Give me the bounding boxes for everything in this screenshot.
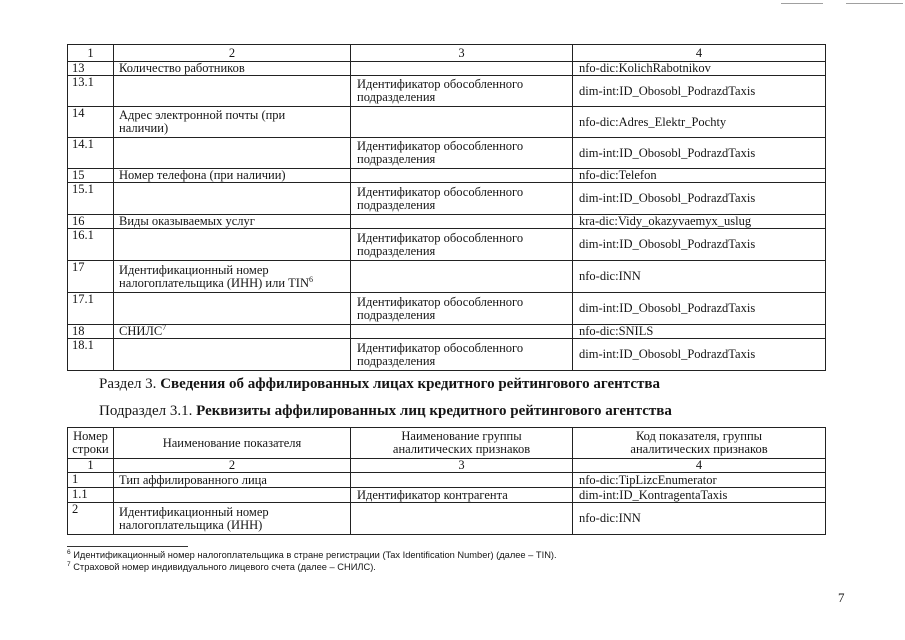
table-row (68, 261, 826, 293)
analytic-group-name: Идентификатор контрагента (351, 488, 573, 503)
analytic-group-cell (351, 503, 573, 535)
table-row (68, 76, 826, 107)
column-number-row (68, 45, 826, 62)
row-number: 13 (68, 62, 114, 76)
indicator-name: Идентификационный номер налогоплательщика (ИНН) (119, 504, 269, 532)
analytic-group-name: Идентификатор обособленного подразделения (351, 229, 573, 261)
indicator-name-cell (114, 473, 351, 488)
table-row (68, 215, 826, 229)
analytic-group-cell (351, 261, 573, 293)
table-row (68, 183, 826, 215)
indicator-name: Тип аффилированного лица (119, 472, 267, 487)
indicator-code: dim-int:ID_Obosobl_PodrazdTaxis (573, 339, 826, 371)
page-number: 7 (838, 590, 845, 605)
header-indicator-code: Код показателя, группы аналитических признаков (573, 428, 826, 459)
indicator-name: Идентификационный номер налогоплательщика (ИНН) или TIN (119, 262, 309, 290)
analytic-group-cell (351, 169, 573, 183)
subsection-heading (99, 403, 672, 419)
indicator-code: nfo-dic:Adres_Elektr_Pochty (573, 107, 826, 138)
column-number: 3 (351, 45, 573, 62)
footnote-text: Идентификационный номер налогоплательщика в стране регистрации (Tax Identification Number) (далее – TIN). (73, 550, 557, 560)
indicator-code: dim-int:ID_Obosobl_PodrazdTaxis (573, 138, 826, 169)
table-row (68, 473, 826, 488)
indicator-name-cell (114, 503, 351, 535)
analytic-group-cell (351, 107, 573, 138)
header-indicator-name: Наименование показателя (114, 428, 351, 459)
indicator-name-cell (114, 293, 351, 325)
column-number-row (68, 459, 826, 473)
row-number: 17.1 (68, 293, 114, 325)
table-row (68, 169, 826, 183)
table-row (68, 138, 826, 169)
footnote-mark: 7 (67, 560, 71, 568)
footnote (67, 562, 376, 573)
indicator-name-cell (114, 169, 351, 183)
indicators-table-continued (67, 44, 826, 371)
indicator-name-cell (114, 138, 351, 169)
table-row (68, 488, 826, 503)
table-row (68, 325, 826, 339)
column-number: 4 (573, 45, 826, 62)
table-row (68, 229, 826, 261)
column-number: 2 (114, 45, 351, 62)
indicator-name: Адрес электронной почты (при наличии) (119, 108, 286, 135)
row-number: 15.1 (68, 183, 114, 215)
table-row (68, 293, 826, 325)
indicator-name-cell (114, 322, 351, 339)
row-number: 14.1 (68, 138, 114, 169)
table-row (68, 107, 826, 138)
header-row-number: Номер строки (68, 428, 114, 459)
section-label: Раздел 3. (99, 376, 157, 392)
row-number: 18 (68, 325, 114, 339)
analytic-group-name: Идентификатор обособленного подразделения (351, 183, 573, 215)
table-body (68, 428, 826, 535)
indicator-code: nfo-dic:SNILS (573, 325, 826, 339)
indicator-code: dim-int:ID_Obosobl_PodrazdTaxis (573, 76, 826, 107)
indicator-name-cell (114, 62, 351, 76)
indicator-name-cell (114, 339, 351, 371)
indicator-name-cell (114, 76, 351, 107)
indicator-name-cell (114, 107, 351, 138)
indicator-code: dim-int:ID_Obosobl_PodrazdTaxis (573, 229, 826, 261)
footnote-ref: 7 (162, 322, 167, 332)
indicator-name-cell (114, 229, 351, 261)
analytic-group-name: Идентификатор обособленного подразделения (351, 138, 573, 169)
table-row (68, 339, 826, 371)
row-number: 16.1 (68, 229, 114, 261)
analytic-group-name: Идентификатор обособленного подразделения (351, 339, 573, 371)
indicator-code: nfo-dic:Telefon (573, 169, 826, 183)
analytic-group-cell (351, 473, 573, 488)
row-number: 17 (68, 261, 114, 293)
table-row (68, 62, 826, 76)
analytic-group-cell (351, 215, 573, 229)
indicator-name: Количество работников (119, 61, 245, 75)
section-title: Сведения об аффилированных лицах кредитного рейтингового агентства (160, 376, 660, 392)
footnote-mark: 6 (67, 548, 71, 556)
indicator-name-cell (114, 215, 351, 229)
indicator-code: nfo-dic:TipLizcEnumerator (573, 473, 826, 488)
column-number: 4 (573, 459, 826, 473)
indicator-code: kra-dic:Vidy_okazyvaemyx_uslug (573, 215, 826, 229)
affiliates-table (67, 427, 826, 535)
indicator-code: nfo-dic:INN (573, 503, 826, 535)
footnote-separator (67, 546, 188, 547)
analytic-group-name: Идентификатор обособленного подразделения (351, 293, 573, 325)
row-number: 1.1 (68, 488, 114, 503)
indicator-name: СНИЛС (119, 324, 163, 338)
analytic-group-cell (351, 62, 573, 76)
column-number: 3 (351, 459, 573, 473)
column-number: 1 (68, 45, 114, 62)
analytic-group-cell (351, 325, 573, 339)
row-number: 1 (68, 473, 114, 488)
section-heading (99, 376, 660, 392)
column-number: 1 (68, 459, 114, 473)
indicator-code: nfo-dic:KolichRabotnikov (573, 62, 826, 76)
indicator-code: dim-int:ID_Obosobl_PodrazdTaxis (573, 183, 826, 215)
subsection-label: Подраздел 3.1. (99, 403, 193, 419)
row-number: 2 (68, 503, 114, 535)
table-row (68, 503, 826, 535)
header-analytic-group: Наименование группы аналитических признаков (351, 428, 573, 459)
indicator-code: dim-int:ID_KontragentaTaxis (573, 488, 826, 503)
indicator-name-cell (114, 183, 351, 215)
indicator-name-cell (114, 261, 351, 293)
row-number: 15 (68, 169, 114, 183)
indicator-name-cell (114, 488, 351, 503)
indicator-name: Номер телефона (при наличии) (119, 168, 286, 182)
analytic-group-name: Идентификатор обособленного подразделения (351, 76, 573, 107)
row-number: 14 (68, 107, 114, 138)
footnote (67, 550, 557, 561)
table-body (68, 45, 826, 371)
indicator-code: nfo-dic:INN (573, 261, 826, 293)
scan-mark-line (846, 3, 903, 4)
row-number: 16 (68, 215, 114, 229)
indicator-code: dim-int:ID_Obosobl_PodrazdTaxis (573, 293, 826, 325)
row-number: 13.1 (68, 76, 114, 107)
indicator-name: Виды оказываемых услуг (119, 214, 255, 228)
row-number: 18.1 (68, 339, 114, 371)
scan-mark-line (781, 3, 823, 4)
footnote-text: Страховой номер индивидуального лицевого счета (далее – СНИЛС). (73, 562, 376, 572)
subsection-title: Реквизиты аффилированных лиц кредитного рейтингового агентства (196, 403, 672, 419)
footnote-ref: 6 (308, 274, 313, 284)
column-number: 2 (114, 459, 351, 473)
header-row (68, 428, 826, 459)
